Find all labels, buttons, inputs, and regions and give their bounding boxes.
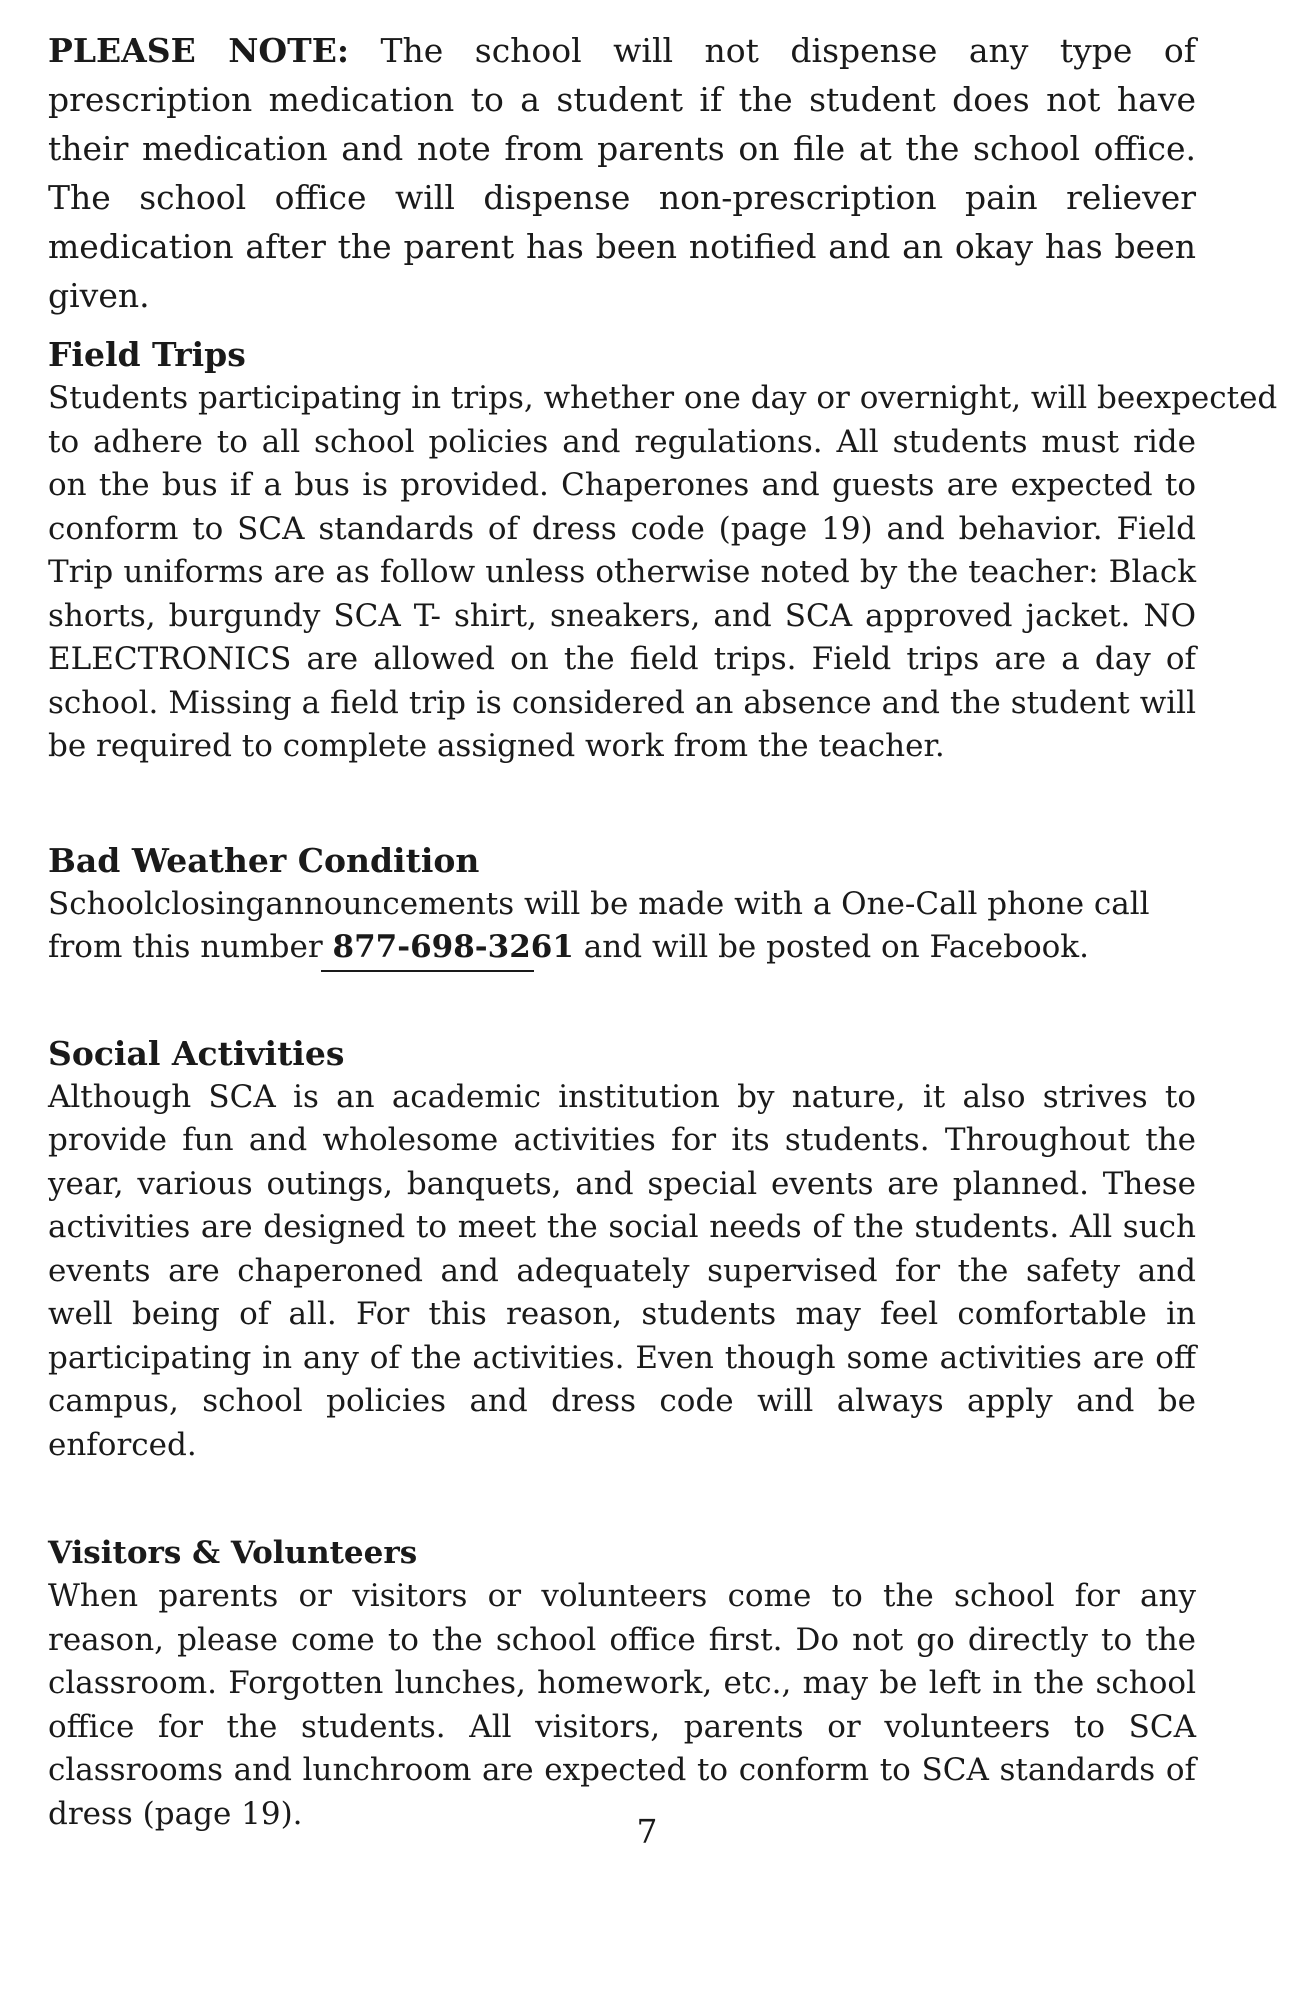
note-section xyxy=(48,26,1196,320)
note-paragraph xyxy=(48,26,1196,320)
field-trips-first-line: Students participating in trips, whether one day or overnight, will beexpected xyxy=(48,380,1278,416)
visitors-paragraph: When parents or visitors or volunteers come to the school for any reason, please come to the school office first. Do not go directly to the classroom. Forgotten lunches, homework, etc., may be left in the school office for the students. All visitors, parents or volunteers to SCA classrooms and lunchroom are expected to conform to SCA standards of dress (page 19). xyxy=(48,1578,1196,1832)
field-trips-section xyxy=(48,333,1278,769)
bad-weather-heading: Bad Weather Condition xyxy=(48,840,480,880)
visitors-section xyxy=(48,1531,1196,1836)
bad-weather-text-after: and will be posted on Facebook. xyxy=(583,929,1089,965)
social-activities-heading: Social Activities xyxy=(48,1033,345,1073)
field-trips-heading: Field Trips xyxy=(48,335,246,374)
page-number: 7 xyxy=(636,1812,658,1851)
bad-weather-section xyxy=(48,839,1196,970)
social-activities-paragraph: Although SCA is an academic institution by nature, it also strives to provide fun and wholesome activities for its students. Throughout the year, various outings, banquets, and special events are planned. These activities are designed to meet the social needs of the students. All such events are chaperoned and adequately supervised for the safety and well being of all. For this reason, students may feel comfortable in participating in any of the activities. Even though some activities are off campus, school policies and dress code will always apply and be enforced. xyxy=(48,1078,1196,1463)
note-label: PLEASE NOTE: xyxy=(48,31,350,70)
phone-number: 877-698-3261 xyxy=(333,926,574,970)
field-trips-text: to adhere to all school policies and regulations. All students must ride on the bus if a bus is provided. Chaperones and guests are expected to conform to SCA standards of dress code (page 19) and behavior. Field Trip uniforms are as follow unless otherwise noted by the teacher: Black shorts, burgundy SCA T- shirt, sneakers, and SCA approved jacket. NO ELECTRONICS are allowed on the field trips. Field trips are a day of school. Missing a field trip is considered an absence and the student will be required to complete assigned work from the teacher. xyxy=(48,423,1196,764)
bad-weather-text-before: Schoolclosingannouncements will be made with a One-Call phone call from this number xyxy=(48,885,1150,965)
visitors-heading: Visitors & Volunteers xyxy=(48,1535,418,1571)
social-activities-section xyxy=(48,1032,1196,1468)
field-trips-paragraph xyxy=(48,377,1278,769)
note-text: The school will not dispense any type of prescription medication to a student if the student does not have their medication and note from parents on file at the school office. The school office will dispense non-prescription pain reliever medication after the parent has been notified and an okay has been given. xyxy=(48,31,1196,315)
document-page xyxy=(48,26,1278,1836)
bad-weather-paragraph xyxy=(48,883,1196,970)
